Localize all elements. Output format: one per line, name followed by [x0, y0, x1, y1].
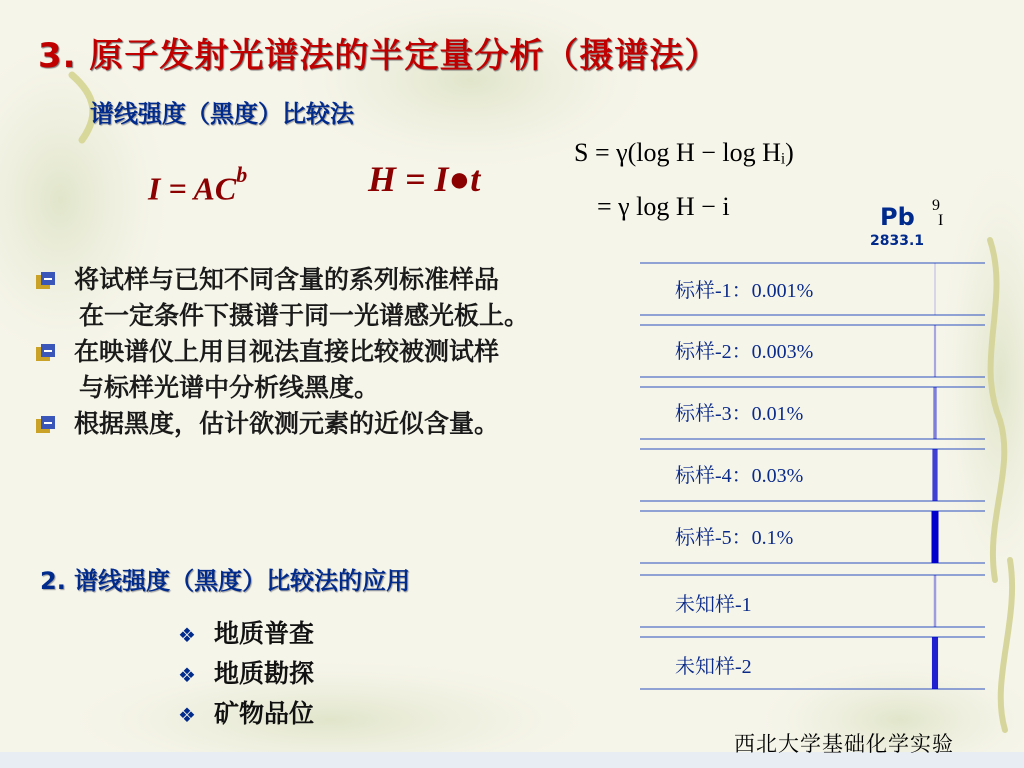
spectral-line — [934, 263, 935, 315]
footer-institution: 西北大学基础化学实验 — [734, 732, 954, 756]
bullet-icon — [36, 336, 56, 354]
diamond-bullet-icon: ❖ — [178, 703, 196, 727]
bullet-text: 将试样与已知不同含量的系列标准样品 — [74, 265, 500, 294]
bullet-item — [36, 406, 529, 442]
spectral-line — [932, 511, 939, 563]
application-label: 矿物品位 — [214, 699, 315, 728]
formula-blackening: H = I●t — [368, 159, 481, 199]
bullet-list — [36, 262, 529, 442]
spectral-element: Pb — [880, 203, 915, 231]
diamond-bullet-icon: ❖ — [178, 623, 196, 647]
spectral-line — [934, 575, 937, 627]
spectrum-row-label: 标样-2：0.003% — [675, 341, 814, 363]
spectral-superscript: 9 — [932, 197, 940, 214]
spectral-line — [934, 325, 936, 377]
spectral-line — [932, 637, 938, 689]
spectrum-row-label: 标样-1：0.001% — [675, 280, 814, 302]
spectral-line — [933, 387, 936, 439]
bullet-text-cont: 在一定条件下摄谱于同一光谱感光板上。 — [79, 301, 530, 330]
bullet-item — [36, 334, 529, 370]
bullet-text-cont: 与标样光谱中分析线黑度。 — [79, 373, 380, 402]
slide-title: 3. 原子发射光谱法的半定量分析（摄谱法） — [38, 36, 720, 76]
bullet-icon — [36, 264, 56, 282]
subtitle: 谱线强度（黑度）比较法 — [90, 100, 354, 128]
bullet-item — [36, 262, 529, 298]
application-item — [178, 614, 314, 650]
spectrum-row-label: 标样-5：0.1% — [675, 527, 794, 549]
formula-exponent: b — [236, 162, 248, 187]
formula-s-line2: = γ log H − i — [597, 192, 730, 221]
spectral-subscript: I — [938, 212, 944, 229]
spectrum-row-label: 未知样-2 — [675, 656, 752, 678]
bullet-text: 在映谱仪上用目视法直接比较被测试样 — [74, 337, 500, 366]
application-label: 地质勘探 — [214, 659, 315, 688]
application-item — [178, 694, 314, 730]
formula-s-line1: S = γ(log H − log Hᵢ) — [574, 138, 794, 167]
application-label: 地质普查 — [214, 619, 315, 648]
spectral-line — [932, 449, 937, 501]
formula-intensity-text: I = AC — [148, 170, 237, 207]
diamond-bullet-icon: ❖ — [178, 663, 196, 687]
formula-intensity — [148, 162, 248, 208]
spectrum-row-label: 未知样-1 — [675, 594, 752, 616]
section-heading: 2. 谱线强度（黑度）比较法的应用 — [40, 567, 411, 595]
application-item — [178, 654, 314, 690]
bullet-icon — [36, 408, 56, 426]
spectrum-row-label: 标样-4：0.03% — [675, 465, 804, 487]
spectral-wavelength: 2833.1 — [870, 233, 925, 249]
spectrum-row-label: 标样-3：0.01% — [675, 403, 804, 425]
bullet-text: 根据黑度，估计欲测元素的近似含量。 — [74, 409, 500, 438]
